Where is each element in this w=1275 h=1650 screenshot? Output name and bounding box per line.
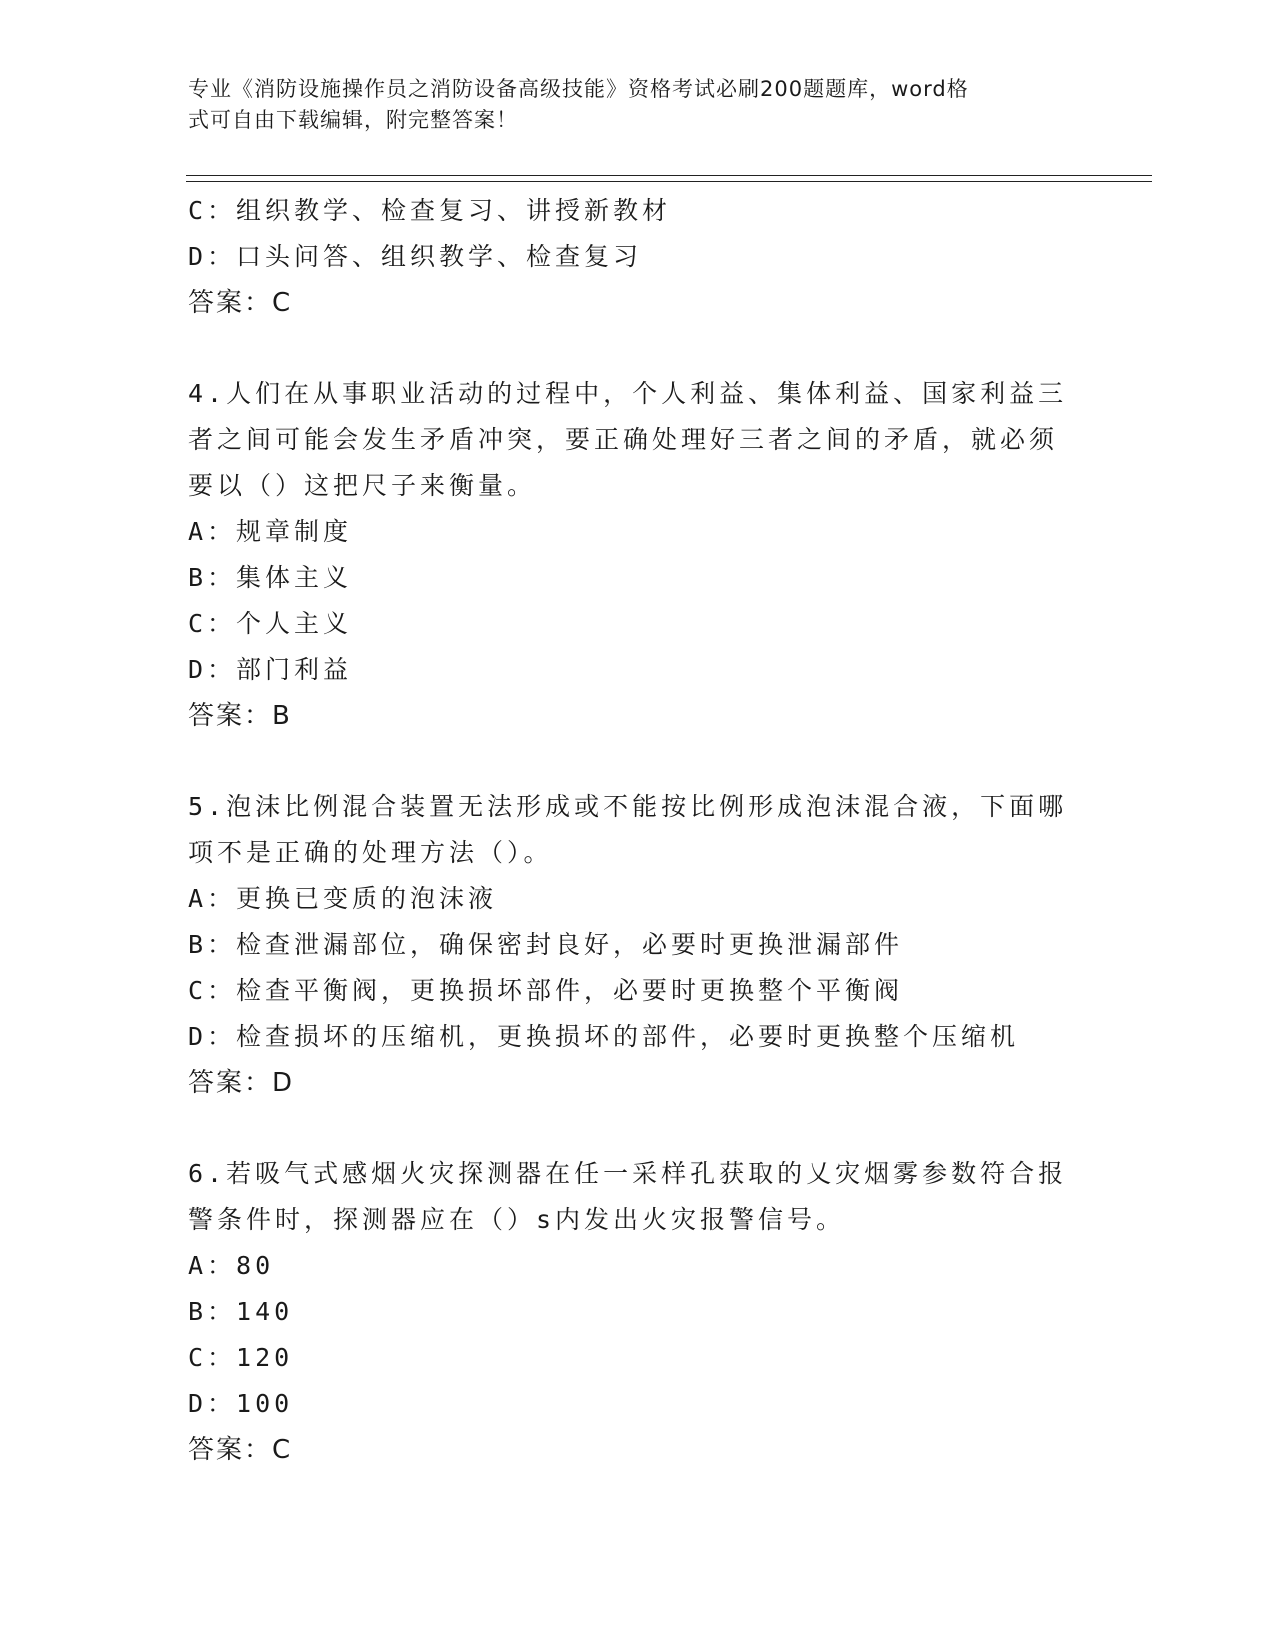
option-a: A：80 — [188, 1251, 275, 1280]
question-text-line: 者之间可能会发生矛盾冲突，要正确处理好三者之间的矛盾，就必须 — [188, 425, 1059, 454]
answer-line: 答案：C — [188, 1435, 293, 1465]
option-d: D：检查损坏的压缩机，更换损坏的部件，必要时更换整个压缩机 — [188, 1022, 1020, 1051]
header-divider-bottom — [186, 181, 1152, 182]
option-d: D：部门利益 — [188, 655, 353, 684]
question-text-line: 警条件时，探测器应在（）s内发出火灾报警信号。 — [188, 1205, 846, 1234]
option-c: C：个人主义 — [188, 609, 353, 638]
header-line-2: 式可自由下载编辑，附完整答案！ — [188, 108, 518, 132]
option-d: D：100 — [188, 1389, 294, 1418]
option-c: C：120 — [188, 1343, 294, 1372]
header-line-1: 专业《消防设施操作员之消防设备高级技能》资格考试必刷200题题库，word格 — [188, 77, 969, 101]
option-c: C：组织教学、检查复习、讲授新教材 — [188, 196, 672, 225]
question-text-line: 要以（）这把尺子来衡量。 — [188, 471, 537, 500]
answer-line: 答案：D — [188, 1068, 295, 1098]
header-divider-top — [186, 175, 1152, 176]
answer-line: 答案：B — [188, 701, 292, 731]
option-c: C：检查平衡阀，更换损坏部件，必要时更换整个平衡阀 — [188, 976, 904, 1005]
question-block-3 — [188, 188, 1088, 326]
answer-line: 答案：C — [188, 288, 293, 318]
question-text-line: 项不是正确的处理方法（）。 — [188, 838, 553, 867]
question-list — [188, 188, 1088, 1473]
question-block-5 — [188, 784, 1088, 1106]
option-b: B：140 — [188, 1297, 294, 1326]
question-text-line: 5.泡沫比例混合装置无法形成或不能按比例形成泡沫混合液，下面哪 — [188, 792, 1068, 821]
option-b: B：检查泄漏部位，确保密封良好，必要时更换泄漏部件 — [188, 930, 904, 959]
option-b: B：集体主义 — [188, 563, 353, 592]
question-text-line: 4.人们在从事职业活动的过程中，个人利益、集体利益、国家利益三 — [188, 379, 1068, 408]
option-a: A：更换已变质的泡沫液 — [188, 884, 498, 913]
document-header — [188, 74, 1068, 136]
option-a: A：规章制度 — [188, 517, 353, 546]
question-block-6 — [188, 1151, 1088, 1473]
question-text-line: 6.若吸气式感烟火灾探测器在任一采样孔获取的乂灾烟雾参数符合报 — [188, 1159, 1068, 1188]
option-d: D：口头问答、组织教学、检查复习 — [188, 242, 643, 271]
question-block-4 — [188, 371, 1088, 739]
